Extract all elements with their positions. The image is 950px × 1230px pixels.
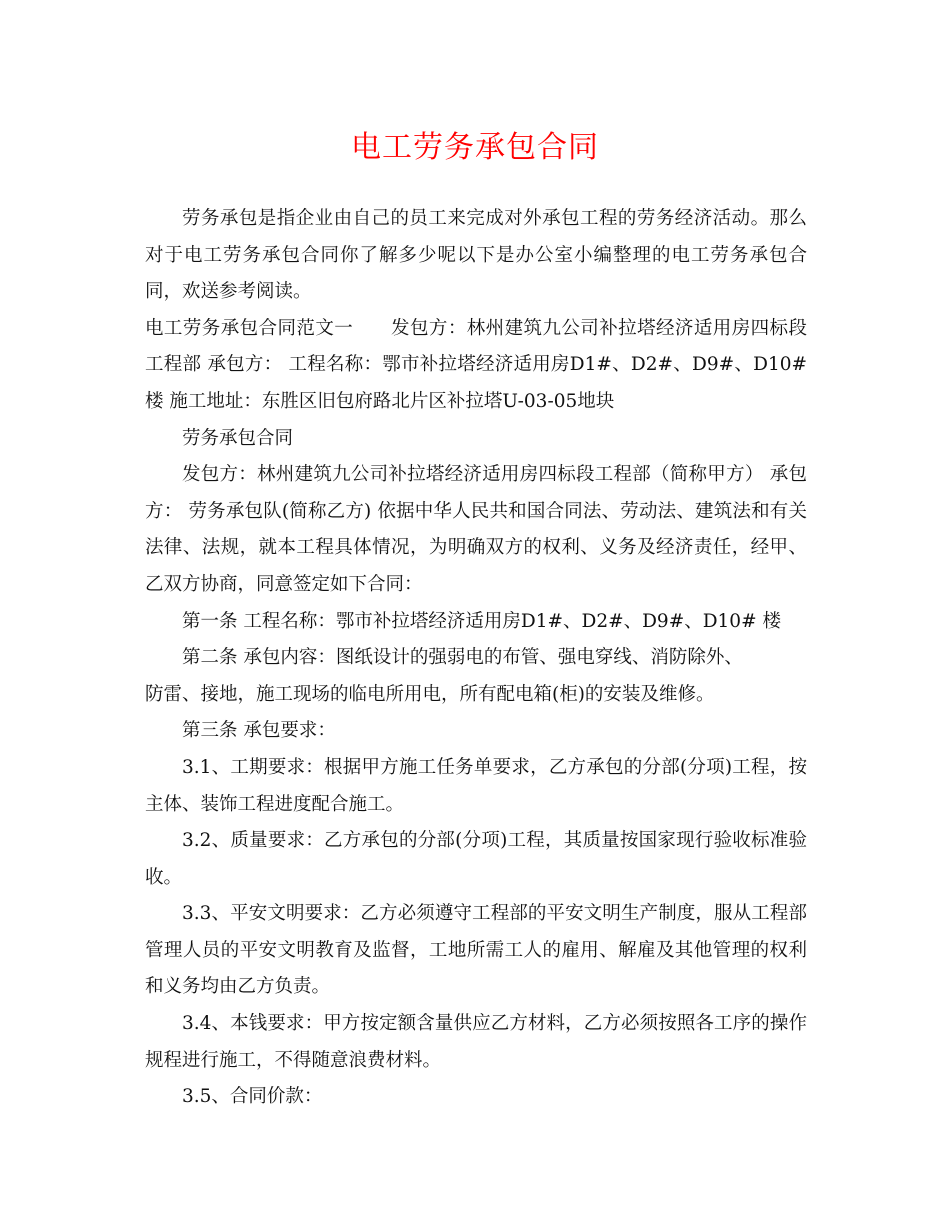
clause-3-3: 3.3、平安文明要求：乙方必须遵守工程部的平安文明生产制度，服从工程部管理人员的平安文明教育及监督，工地所需工人的雇用、解雇及其他管理的权利和义务均由乙方负责。 bbox=[145, 903, 807, 998]
article-3: 第三条 承包要求： bbox=[182, 720, 336, 742]
contract-subtitle: 劳务承包合同 bbox=[182, 427, 294, 449]
contract-header-paragraph: 电工劳务承包合同范文一 发包方：林州建筑九公司补拉塔经济适用房四标段工程部 承包方： 工程名称：鄂市补拉塔经济适用房D1#、D2#、D9#、D10#楼 施工地址：东胜区旧包府路北片区补拉塔U-03-05地块 bbox=[145, 317, 807, 412]
clause-3-1: 3.1、工期要求：根据甲方施工任务单要求，乙方承包的分部(分项)工程，按主体、装饰工程进度配合施工。 bbox=[145, 756, 807, 815]
parties-paragraph: 发包方：林州建筑九公司补拉塔经济适用房四标段工程部（简称甲方） 承包方： 劳务承包队(简称乙方) 依据中华人民共和国合同法、劳动法、建筑法和有关法律、法规，就本工程具体情况，为明确双方的权利、义务及经济责任，经甲、乙双方协商，同意签定如下合同： bbox=[145, 464, 807, 595]
article-1: 第一条 工程名称：鄂市补拉塔经济适用房D1#、D2#、D9#、D10# 楼 bbox=[182, 610, 781, 632]
clause-3-2: 3.2、质量要求：乙方承包的分部(分项)工程，其质量按国家现行验收标准验收。 bbox=[145, 830, 807, 888]
clause-3-5: 3.5、合同价款： bbox=[182, 1086, 323, 1108]
document-body bbox=[145, 201, 807, 1116]
article-2: 第二条 承包内容：图纸设计的强弱电的布管、强电穿线、消防除外、 bbox=[182, 647, 743, 669]
document-title: 电工劳务承包合同 bbox=[351, 130, 599, 165]
article-2-continued: 防雷、接地，施工现场的临电所用电，所有配电箱(柜)的安装及维修。 bbox=[145, 683, 715, 705]
clause-3-4: 3.4、本钱要求：甲方按定额含量供应乙方材料，乙方必须按照各工序的操作规程进行施工，不得随意浪费材料。 bbox=[145, 1013, 807, 1071]
intro-paragraph: 劳务承包是指企业由自己的员工来完成对外承包工程的劳务经济活动。那么对于电工劳务承包合同你了解多少呢以下是办公室小编整理的电工劳务承包合同，欢送参考阅读。 bbox=[145, 208, 807, 303]
